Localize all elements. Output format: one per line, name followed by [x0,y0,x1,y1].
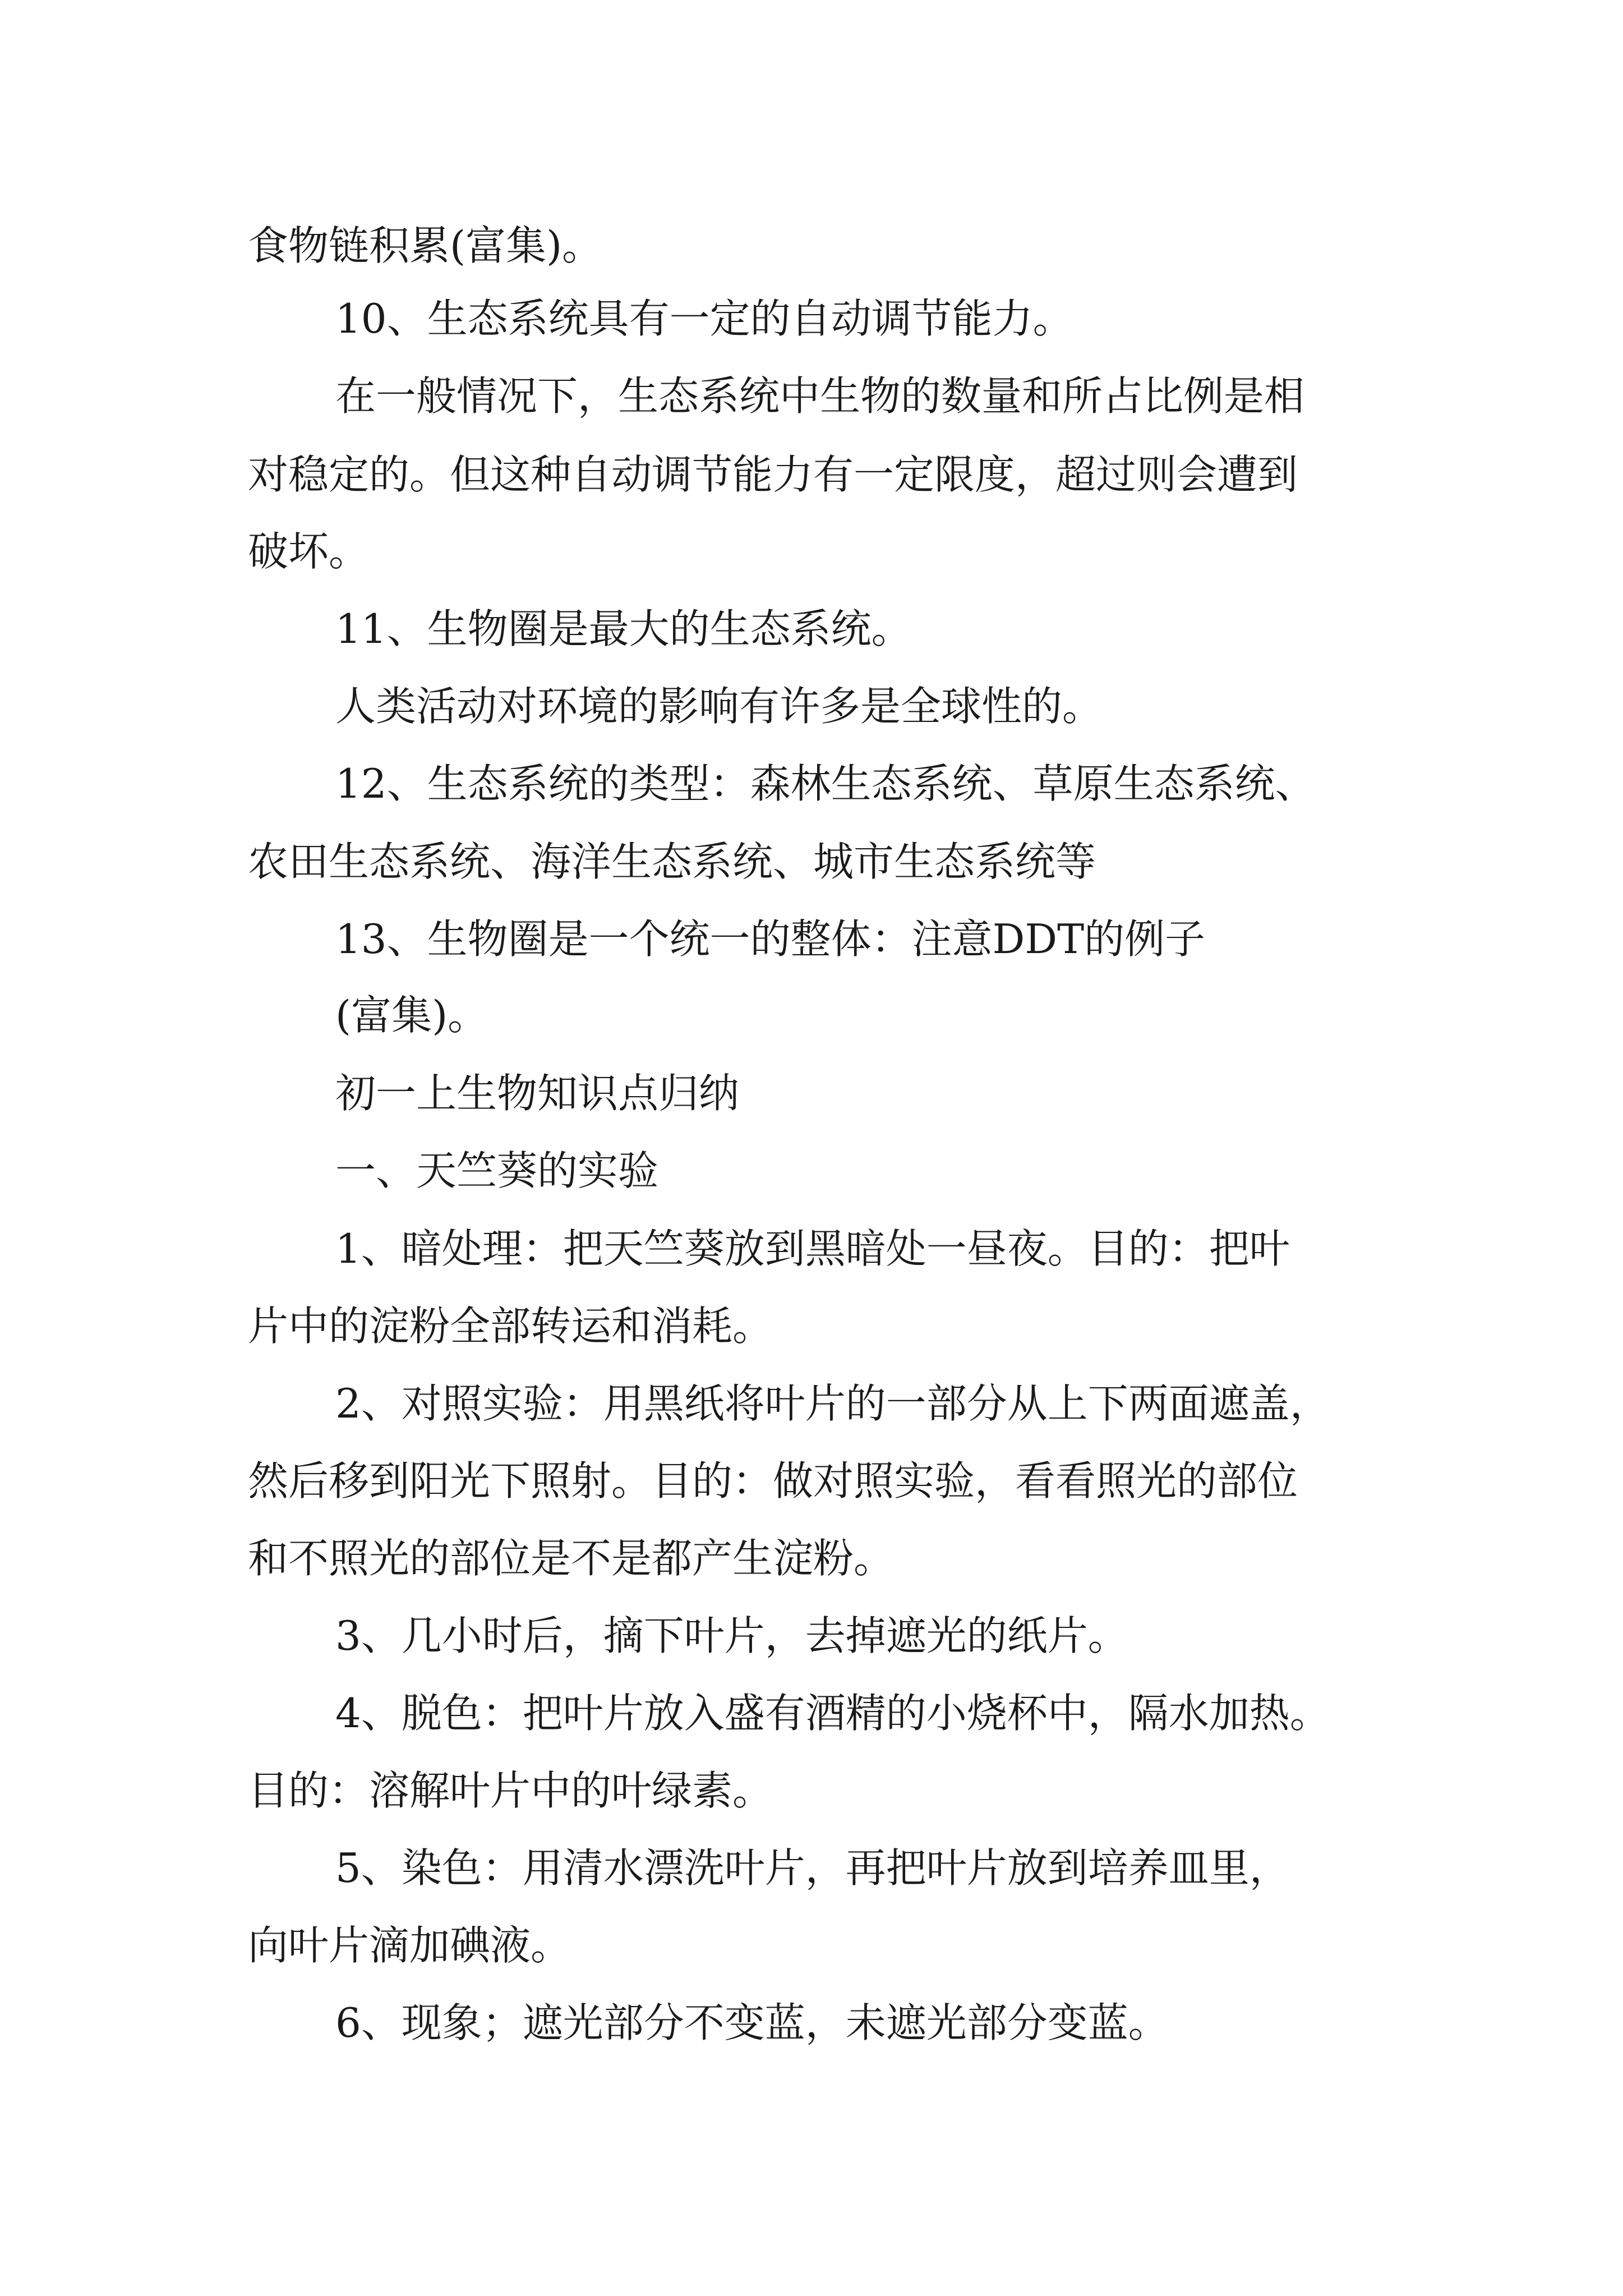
text-line: 对稳定的。但这种自动调节能力有一定限度，超过则会遭到 [248,451,1298,498]
text-line: 和不照光的部位是不是都产生淀粉。 [248,1535,895,1582]
text-line: 破坏。 [248,528,370,575]
step-5: 5、染色：用清水漂洗叶片，再把叶片放到培养皿里， [335,1844,1290,1892]
step-2: 2、对照实验：用黑纸将叶片的一部分从上下两面遮盖， [335,1380,1330,1427]
text-line: (富集)。 [335,992,488,1039]
text-line: 然后移到阳光下照射。目的：做对照实验，看看照光的部位 [248,1457,1298,1504]
text-line: 片中的淀粉全部转运和消耗。 [248,1303,773,1350]
step-1: 1、暗处理：把天竺葵放到黑暗处一昼夜。目的：把叶 [335,1225,1290,1272]
text-line: 农田生态系统、海洋生态系统、城市生态系统等 [248,838,1096,885]
text-line: 向叶片滴加碘液。 [248,1922,571,1969]
text-line: 目的：溶解叶片中的叶绿素。 [248,1767,773,1814]
text-line: 在一般情况下，生态系统中生物的数量和所占比例是相 [335,372,1305,420]
section-heading-10: 10、生态系统具有一定的自动调节能力。 [335,295,1073,342]
step-6: 6、现象；遮光部分不变蓝，未遮光部分变蓝。 [335,1999,1169,2046]
step-4: 4、脱色：把叶片放入盛有酒精的小烧杯中，隔水加热。 [335,1690,1330,1737]
step-3: 3、几小时后，摘下叶片，去掉遮光的纸片。 [335,1612,1128,1659]
section-heading-12: 12、生态系统的类型：森林生态系统、草原生态系统、 [335,760,1316,807]
section-heading-1: 一、天竺葵的实验 [335,1147,659,1194]
text-line: 食物链积累(富集)。 [248,222,603,269]
text-line: 人类活动对环境的影响有许多是全球性的。 [335,683,1103,730]
section-heading-13: 13、生物圈是一个统一的整体：注意DDT的例子 [335,915,1206,963]
document-title: 初一上生物知识点归纳 [335,1070,740,1117]
section-heading-11: 11、生物圈是最大的生态系统。 [335,605,912,652]
